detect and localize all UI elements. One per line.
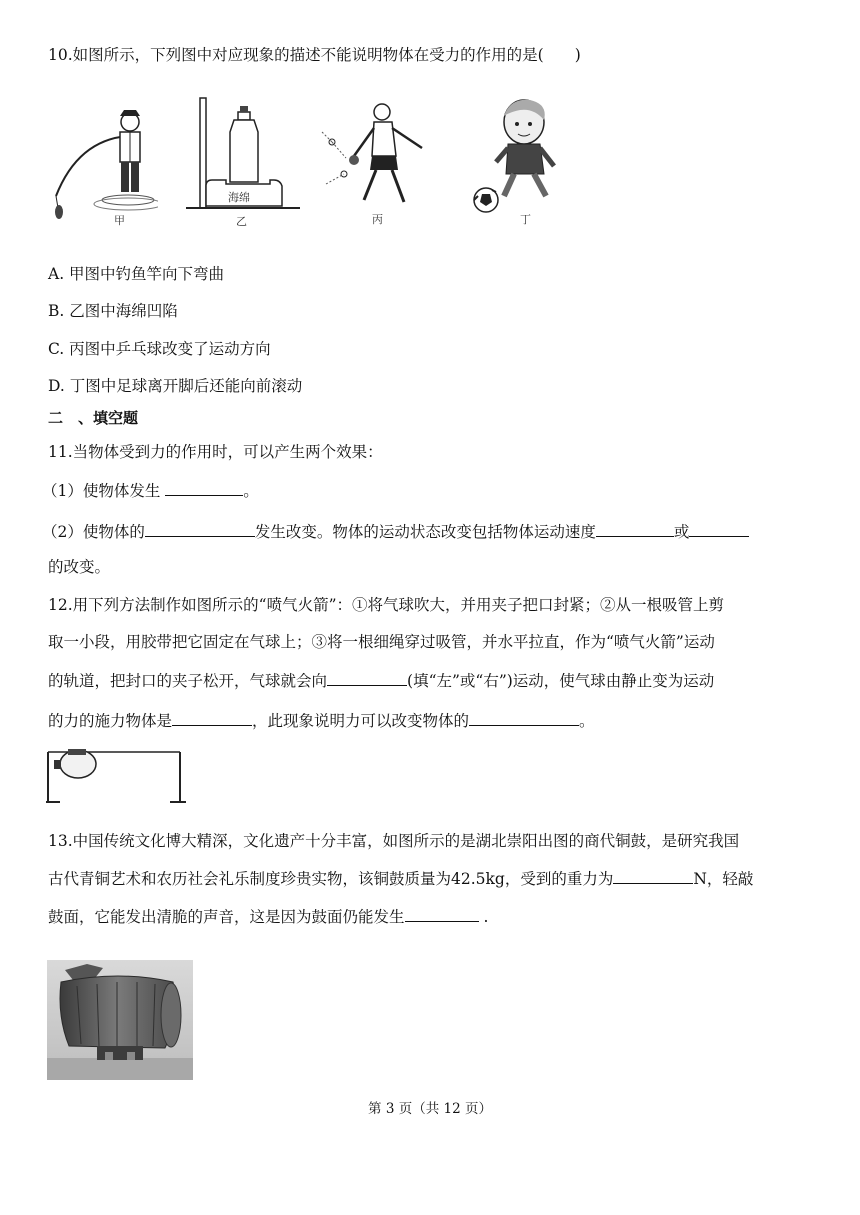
- figure-label-bing: 丙: [372, 213, 383, 226]
- figure-label-ding: 丁: [520, 213, 531, 226]
- q12-blank-2[interactable]: [172, 709, 252, 726]
- page-footer: 第 3 页（共 12 页）: [368, 1101, 492, 1117]
- figure-bing-table-tennis: [318, 98, 436, 230]
- q11-line1: [42, 479, 259, 502]
- q11-blank-4[interactable]: [689, 520, 749, 537]
- q13-line2-post: N，轻敲: [693, 870, 754, 888]
- q13-line3-pre: 鼓面，它能发出清脆的声音，这是因为鼓面仍能发生: [48, 908, 405, 926]
- q12-line4-pre: 的力的施力物体是: [48, 712, 173, 730]
- q10-option-c: C. 丙图中乒乓球改变了运动方向: [48, 340, 271, 358]
- q10-stem: 10.如图所示，下列图中对应现象的描述不能说明物体在受力的作用的是( ): [48, 46, 581, 64]
- q13-line3-post: .: [478, 908, 489, 926]
- q11-line1-post: 。: [243, 482, 259, 500]
- figure-jia-fisherman: [48, 100, 158, 230]
- q12-line3: [48, 669, 714, 692]
- q11-line3: 的改变。: [48, 558, 111, 576]
- q12-line3-pre: 的轨道，把封口的夹子松开，气球就会向: [48, 672, 328, 690]
- figure-bronze-drum-photo: [47, 960, 193, 1080]
- q11-line2: [42, 520, 749, 543]
- q11-stem: 11.当物体受到力的作用时，可以产生两个效果：: [48, 443, 383, 461]
- q11-line1-pre: （1）使物体发生: [42, 482, 166, 500]
- q12-line2: 取一小段，用胶带把它固定在气球上；③将一根细绳穿过吸管，并水平拉直，作为“喷气火箭”运动: [48, 633, 715, 651]
- q13-line1: 13.中国传统文化博大精深，文化遗产十分丰富，如图所示的是湖北崇阳出图的商代铜鼓，是研究我国: [48, 832, 740, 850]
- q12-line3-post: (填“左”或“右”)运动，使气球由静止变为运动: [407, 672, 715, 690]
- q11-blank-3[interactable]: [596, 520, 674, 537]
- q11-line2-mid2: 或: [673, 523, 690, 541]
- q10-option-b: B. 乙图中海绵凹陷: [48, 302, 178, 320]
- q12-line4-post: 。: [579, 712, 595, 730]
- q12-line4-mid: ，此现象说明力可以改变物体的: [252, 712, 470, 730]
- q11-line2-mid1: 发生改变。物体的运动状态改变包括物体运动速度: [254, 523, 596, 541]
- q13-line2-pre: 古代青铜艺术和农历社会礼乐制度珍贵实物，该铜鼓质量为42.5kg，受到的重力为: [48, 870, 614, 888]
- q11-blank-2[interactable]: [145, 520, 255, 537]
- section-title-fill-in: 二 、填空题: [48, 409, 139, 427]
- q11-blank-1[interactable]: [165, 479, 243, 496]
- figure-ding-soccer: [470, 96, 570, 230]
- q13-line3: [48, 905, 488, 928]
- q13-blank-2[interactable]: [405, 905, 479, 922]
- figure-label-jia: 甲: [114, 214, 125, 227]
- q10-option-d: D. 丁图中足球离开脚后还能向前滚动: [48, 377, 303, 395]
- figure-yi-sponge: [182, 96, 304, 230]
- q12-line1: 12.用下列方法制作如图所示的“喷气火箭”：①将气球吹大，并用夹子把口封紧；②从一根吸管上剪: [48, 596, 725, 614]
- q12-line4: [48, 709, 595, 732]
- q13-blank-1[interactable]: [613, 867, 693, 884]
- q12-blank-3[interactable]: [469, 709, 579, 726]
- q13-line2: [48, 867, 753, 890]
- figure-balloon-rocket: [46, 742, 190, 804]
- q11-line2-pre: （2）使物体的: [42, 523, 145, 541]
- sponge-label: 海绵: [228, 191, 250, 204]
- q10-option-a: A. 甲图中钓鱼竿向下弯曲: [48, 265, 225, 283]
- figure-label-yi: 乙: [236, 215, 247, 228]
- q12-blank-1[interactable]: [327, 669, 407, 686]
